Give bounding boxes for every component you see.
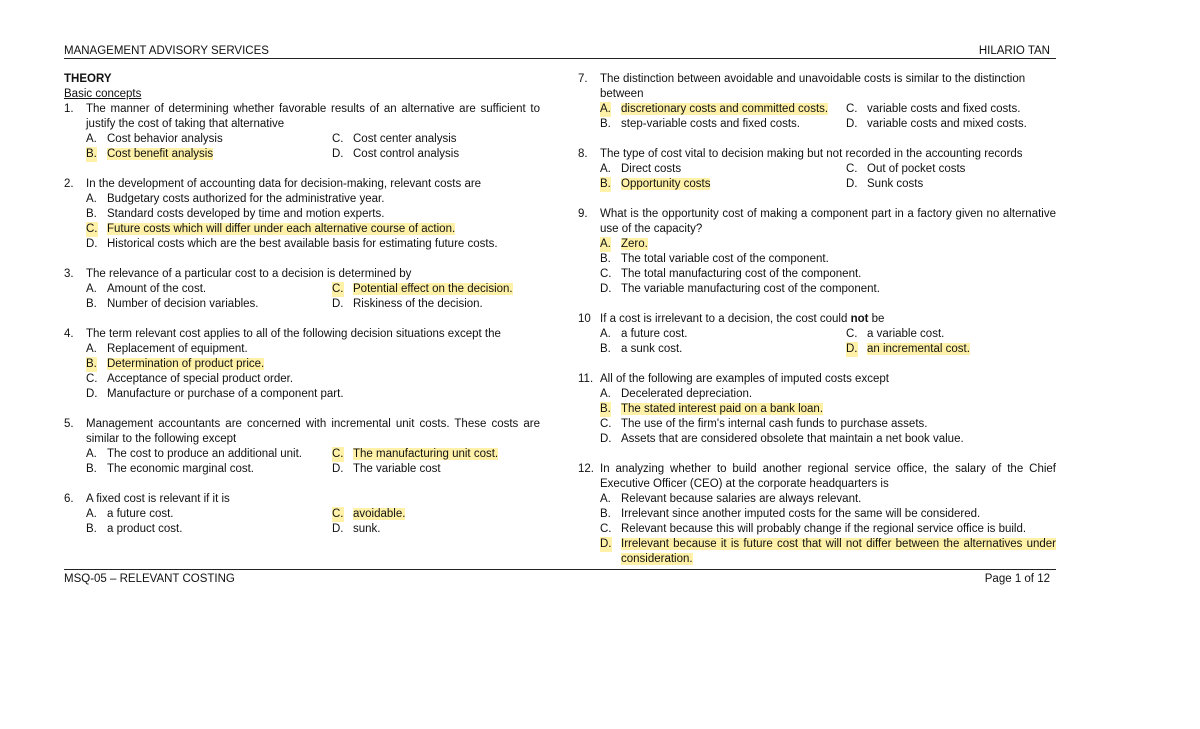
options: [86, 507, 540, 537]
option-c-answer: C. The manufacturing unit cost.: [332, 448, 499, 460]
question-text: What is the opportunity cost of making a component part in a factory given no alternative use of the capacity?: [600, 208, 1056, 235]
question-number: 4.: [64, 328, 74, 340]
question-number: 7.: [578, 73, 588, 85]
question-number: 9.: [578, 208, 588, 220]
question-6: [64, 492, 540, 537]
option-b-answer: B. Cost benefit analysis: [86, 148, 214, 160]
option-b: B. a sunk cost.: [600, 343, 683, 355]
option-a: A. Replacement of equipment.: [86, 343, 248, 355]
option-a: A. Cost behavior analysis: [86, 133, 223, 145]
author-name: HILARIO TAN: [978, 45, 1050, 57]
option-c-answer: C. avoidable.: [332, 508, 406, 520]
page-number: Page 1 of 12: [984, 573, 1050, 585]
option-c: C. Acceptance of special product order.: [86, 373, 294, 385]
option-a: A. Direct costs: [600, 163, 682, 175]
course-title: MANAGEMENT ADVISORY SERVICES: [64, 45, 269, 57]
option-d: D. Historical costs which are the best available basis for estimating future costs.: [86, 238, 498, 250]
question-number: 11.: [578, 373, 594, 385]
section-title: THEORY: [64, 73, 112, 85]
option-c: C. The use of the firm's internal cash funds to purchase assets.: [600, 418, 928, 430]
option-b: B. Irrelevant since another imputed costs for the same will be considered.: [600, 508, 981, 520]
options: [600, 237, 1056, 297]
question-4: [64, 327, 540, 402]
option-b-answer: B. Opportunity costs: [600, 178, 711, 190]
options: [86, 132, 540, 162]
question-10: [578, 312, 1056, 357]
question-number: 6.: [64, 493, 74, 505]
right-column: [578, 72, 1056, 582]
option-d: D. Manufacture or purchase of a component part.: [86, 388, 344, 400]
question-number: 1.: [64, 103, 74, 115]
question-number: 12.: [578, 463, 594, 475]
option-d-answer: D. an incremental cost.: [846, 343, 970, 355]
question-text: If a cost is irrelevant to a decision, the cost could not be: [600, 313, 885, 325]
option-a: A. Relevant because salaries are always relevant.: [600, 493, 862, 505]
question-text: In the development of accounting data for decision-making, relevant costs are: [86, 178, 482, 190]
options: [600, 102, 1056, 132]
page-footer: [64, 569, 1056, 585]
option-c: C. The total manufacturing cost of the component.: [600, 268, 862, 280]
question-11: [578, 372, 1056, 447]
option-b: B. step-variable costs and fixed costs.: [600, 118, 800, 130]
option-b: B. Number of decision variables.: [86, 298, 259, 310]
option-a-answer: A. discretionary costs and committed costs.: [600, 103, 829, 115]
option-a: A. a future cost.: [86, 508, 174, 520]
options: [86, 282, 540, 312]
option-d: D. Riskiness of the decision.: [332, 298, 483, 310]
option-b: B. The total variable cost of the component.: [600, 253, 829, 265]
option-a-answer: A. Zero.: [600, 238, 648, 250]
left-column: [64, 72, 540, 552]
question-7: [578, 72, 1056, 132]
option-c: C. Cost center analysis: [332, 133, 457, 145]
option-d: D. Assets that are considered obsolete that maintain a net book value.: [600, 433, 964, 445]
option-a: A. Decelerated depreciation.: [600, 388, 753, 400]
options: [86, 447, 540, 477]
option-d: D. sunk.: [332, 523, 381, 535]
option-a: A. a future cost.: [600, 328, 688, 340]
section-subtitle: Basic concepts: [64, 88, 142, 100]
option-a: A. The cost to produce an additional unit.: [86, 448, 302, 460]
question-2: [64, 177, 540, 252]
options: [600, 387, 1056, 447]
question-5: [64, 417, 540, 477]
option-b-answer: B. The stated interest paid on a bank loan.: [600, 403, 824, 415]
question-text: In analyzing whether to build another regional service office, the salary of the Chief Executive Officer (CEO) at the corporate headquarters is: [600, 463, 1056, 490]
question-text: The term relevant cost applies to all of the following decision situations except the: [86, 328, 501, 340]
page-header: [64, 44, 1056, 59]
option-d-answer: D. Irrelevant because it is future cost that will not differ between the alternatives under consideration.: [600, 538, 1056, 565]
option-d: D. Cost control analysis: [332, 148, 460, 160]
question-text: Management accountants are concerned with incremental unit costs. These costs are similar to the following except: [86, 418, 540, 445]
option-c-answer: C. Future costs which will differ under each alternative course of action.: [86, 223, 456, 235]
question-1: [64, 102, 540, 162]
options: [600, 327, 1056, 357]
question-12: [578, 462, 1056, 567]
module-title: MSQ-05 – RELEVANT COSTING: [64, 573, 235, 585]
option-d: D. variable costs and mixed costs.: [846, 118, 1027, 130]
option-c: C. Relevant because this will probably change if the regional service office is build.: [600, 523, 1027, 535]
question-text: The relevance of a particular cost to a decision is determined by: [86, 268, 412, 280]
option-c: C. variable costs and fixed costs.: [846, 103, 1021, 115]
question-number: 3.: [64, 268, 74, 280]
options: [86, 192, 540, 252]
option-c: C. Out of pocket costs: [846, 163, 966, 175]
question-number: 10: [578, 313, 591, 325]
option-a: A. Amount of the cost.: [86, 283, 207, 295]
options: [600, 492, 1056, 567]
option-b: B. a product cost.: [86, 523, 183, 535]
option-d: D. Sunk costs: [846, 178, 924, 190]
question-text: All of the following are examples of imputed costs except: [600, 373, 889, 385]
option-d: D. The variable manufacturing cost of the component.: [600, 283, 880, 295]
option-d: D. The variable cost: [332, 463, 441, 475]
question-3: [64, 267, 540, 312]
option-a: A. Budgetary costs authorized for the administrative year.: [86, 193, 385, 205]
option-c: C. a variable cost.: [846, 328, 945, 340]
question-8: [578, 147, 1056, 192]
question-text: The distinction between avoidable and unavoidable costs is similar to the distinction between: [600, 73, 1026, 100]
question-text: The manner of determining whether favorable results of an alternative are sufficient to justify the cost of taking that alternative: [86, 103, 540, 130]
option-c-answer: C. Potential effect on the decision.: [332, 283, 513, 295]
question-number: 5.: [64, 418, 74, 430]
option-b: B. The economic marginal cost.: [86, 463, 255, 475]
option-b-answer: B. Determination of product price.: [86, 358, 265, 370]
question-text: The type of cost vital to decision making but not recorded in the accounting records: [600, 148, 1023, 160]
question-number: 2.: [64, 178, 74, 190]
question-9: [578, 207, 1056, 297]
question-text: A fixed cost is relevant if it is: [86, 493, 230, 505]
options: [600, 162, 1056, 192]
options: [86, 342, 540, 402]
option-b: B. Standard costs developed by time and motion experts.: [86, 208, 385, 220]
question-number: 8.: [578, 148, 588, 160]
